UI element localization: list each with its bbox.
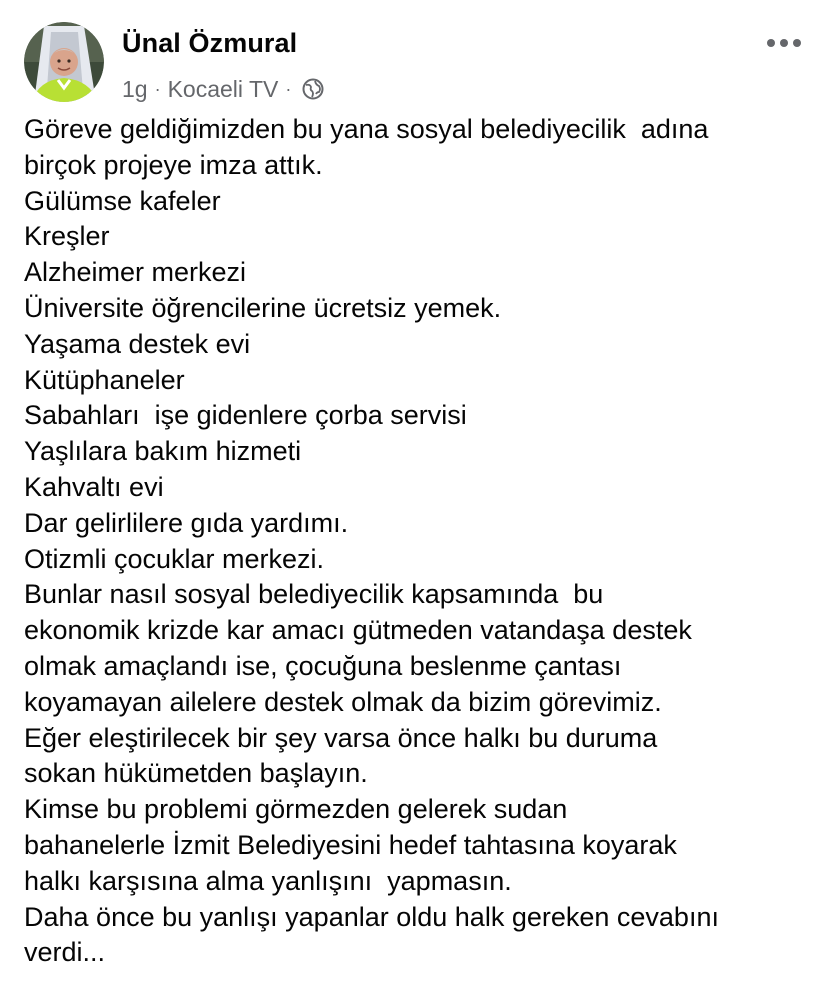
post-text-line: Sabahları işe gidenlere çorba servisi xyxy=(24,400,467,431)
post-page-name[interactable]: Kocaeli TV xyxy=(167,75,279,102)
post-text-line: Daha önce bu yanlışı yapanlar oldu halk gereken cevabını xyxy=(24,901,719,932)
post-text-line: verdi... xyxy=(24,937,106,968)
post-text-line: Eğer eleştirilecek bir şey varsa önce halkı bu duruma xyxy=(24,722,658,753)
post-text-line: Bunlar nasıl sosyal belediyecilik kapsamında bu xyxy=(24,579,604,610)
meta-separator: · xyxy=(285,78,292,99)
post-header xyxy=(0,0,828,112)
post-timestamp[interactable]: 1g xyxy=(122,75,148,102)
post-text-line: birçok projeye imza attık. xyxy=(24,149,323,180)
more-options-button[interactable] xyxy=(762,28,806,58)
post-text-line: Kreşler xyxy=(24,221,110,252)
avatar[interactable] xyxy=(24,22,104,102)
post-text-line: Üniversite öğrencilerine ücretsiz yemek. xyxy=(24,292,502,323)
more-horizontal-icon xyxy=(766,38,802,48)
post-text xyxy=(24,112,824,971)
post-text-line: bahanelerle İzmit Belediyesini hedef tahtasına koyarak xyxy=(24,829,677,860)
post-text-line: Dar gelirlilere gıda yardımı. xyxy=(24,507,349,538)
avatar-photo xyxy=(24,22,104,102)
post-text-line: halkı karşısına alma yanlışını yapmasın. xyxy=(24,865,512,896)
post-text-line: Göreve geldiğimizden bu yana sosyal belediyecilik adına xyxy=(24,114,709,144)
post-text-line: koyamayan ailelere destek olmak da bizim görevimiz. xyxy=(24,686,662,717)
globe-icon[interactable] xyxy=(302,78,324,100)
post-text-line: ekonomik krizde kar amacı gütmeden vatandaşa destek xyxy=(24,615,692,646)
post-text-line: Yaşlılara bakım hizmeti xyxy=(24,436,302,467)
post-text-line: Kimse bu problemi görmezden gelerek sudan xyxy=(24,794,568,825)
meta-separator: · xyxy=(154,78,161,99)
post-meta xyxy=(122,74,324,104)
author-name[interactable]: Ünal Özmural xyxy=(122,28,298,58)
post-text-line: Kütüphaneler xyxy=(24,364,185,395)
post-text-line: Kahvaltı evi xyxy=(24,471,164,502)
post-text-line: sokan hükümetden başlayın. xyxy=(24,758,368,789)
post-text-line: Alzheimer merkezi xyxy=(24,257,247,288)
post-text-line: olmak amaçlandı ise, çocuğuna beslenme çantası xyxy=(24,650,622,681)
post-text-line: Otizmli çocuklar merkezi. xyxy=(24,543,325,574)
post-text-line: Yaşama destek evi xyxy=(24,328,251,359)
post-text-line: Gülümse kafeler xyxy=(24,185,221,216)
